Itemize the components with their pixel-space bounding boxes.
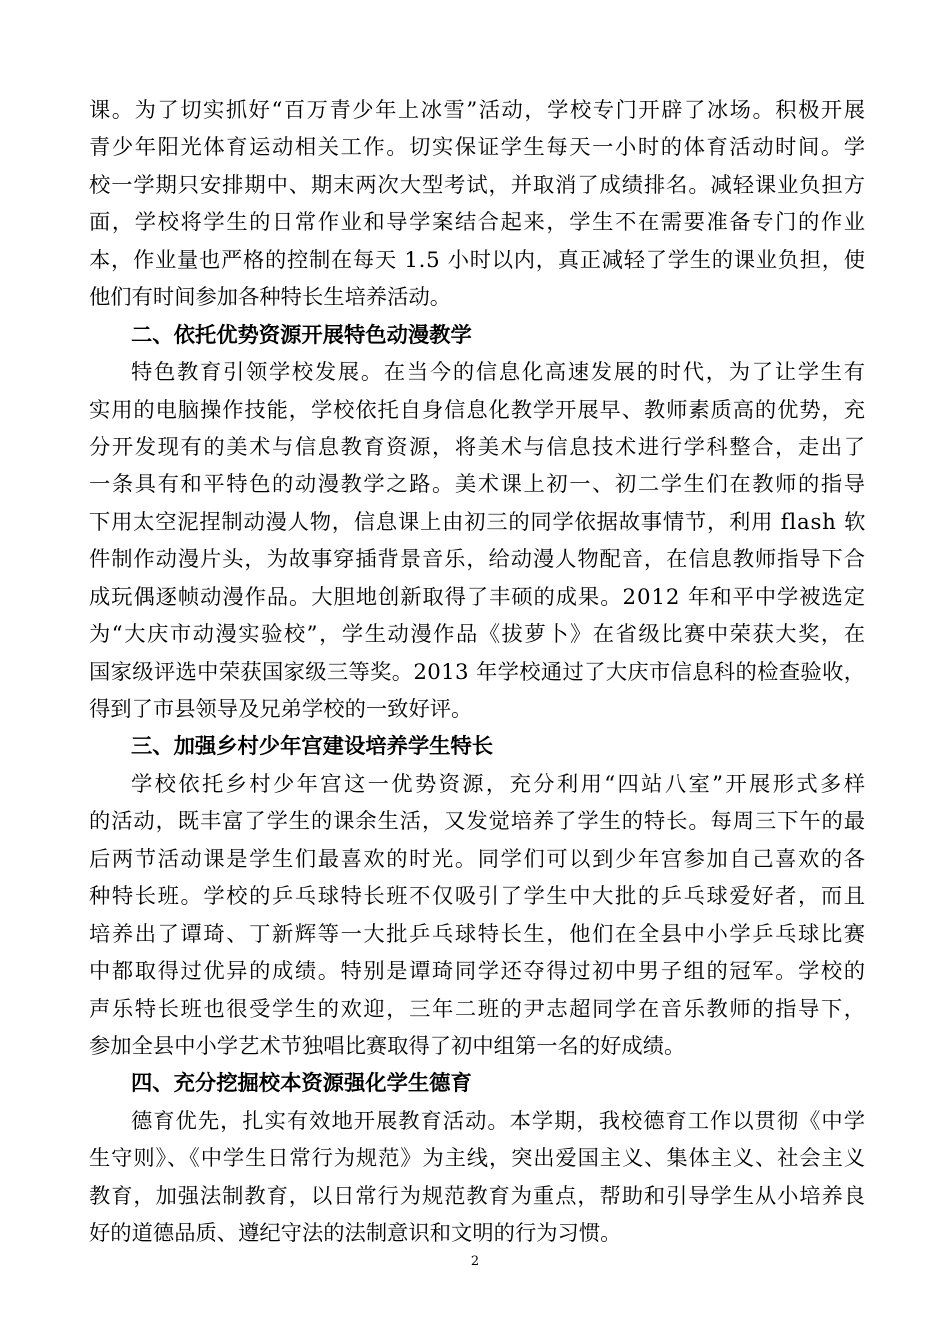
text-line: 好的道德品质、遵纪守法的法制意识和文明的行为习惯。 (89, 1221, 622, 1247)
text-line: 声乐特长班也很受学生的欢迎，三年二班的尹志超同学在音乐教师的指导下， (89, 996, 867, 1022)
text-line: 特色教育引领学校发展。在当今的信息化高速发展的时代，为了让学生有 (131, 360, 867, 386)
text-line: 国家级评选中荣获国家级三等奖。2013 年学校通过了大庆市信息科的检查验收， (89, 659, 866, 685)
text-line: 校一学期只安排期中、期末两次大型考试，并取消了成绩排名。减轻课业负担方 (89, 172, 866, 198)
text-line: 下用太空泥捏制动漫人物，信息课上由初三的同学依据故事情节，利用 flash 软 (89, 509, 867, 535)
page-number: 2 (470, 1254, 480, 1269)
text-line: 学校依托乡村少年宫这一优势资源，充分利用“四站八室”开展形式多样 (131, 771, 868, 797)
section-heading: 四、充分挖掘校本资源强化学生德育 (131, 1071, 472, 1097)
text-line: 生守则》、《中学生日常行为规范》为主线，突出爱国主义、集体主义、社会主义 (89, 1146, 866, 1172)
text-line: 德育优先，扎实有效地开展教育活动。本学期，我校德育工作以贯彻《中学 (131, 1108, 866, 1134)
body-paragraph (89, 766, 868, 1066)
text-line: 件制作动漫片头，为故事穿插背景音乐，给动漫人物配音，在信息教师指导下合 (89, 547, 866, 573)
document-body (89, 92, 868, 1253)
body-paragraph (89, 354, 865, 728)
text-line: 课。为了切实抓好“百万青少年上冰雪”活动，学校专门开辟了冰场。积极开展 (89, 98, 867, 123)
body-paragraph (89, 92, 865, 317)
section-heading: 二、依托优势资源开展特色动漫教学 (131, 322, 472, 348)
text-line: 青少年阳光体育运动相关工作。切实保证学生每天一小时的体育活动时间。学 (89, 135, 867, 161)
text-line: 他们有时间参加各种特长生培养活动。 (89, 285, 452, 311)
text-line: 后两节活动课是学生们最喜欢的时光。同学们可以到少年宫参加自己喜欢的各 (89, 846, 867, 872)
text-line: 种特长班。学校的乒乓球特长班不仅吸引了学生中大批的乒乓球爱好者，而且 (89, 884, 867, 910)
section-heading: 三、加强乡村少年宫建设培养学生特长 (131, 734, 494, 760)
text-line: 成玩偶逐帧动漫作品。大胆地创新取得了丰硕的成果。2012 年和平中学被选定 (89, 584, 866, 610)
text-line: 的活动，既丰富了学生的课余生活，又发觉培养了学生的特长。每周三下午的最 (89, 809, 866, 835)
text-line: 本，作业量也严格的控制在每天 1.5 小时以内，真正减轻了学生的课业负担，使 (89, 247, 866, 273)
text-line: 教育，加强法制教育，以日常行为规范教育为重点，帮助和引导学生从小培养良 (89, 1183, 866, 1209)
text-line: 实用的电脑操作技能，学校依托自身信息化教学开展早、教师素质高的优势，充 (89, 397, 866, 423)
text-line: 面，学校将学生的日常作业和导学案结合起来，学生不在需要准备专门的作业 (89, 210, 867, 236)
text-line: 为“大庆市动漫实验校”，学生动漫作品《拔萝卜》在省级比赛中荣获大奖，在 (89, 622, 867, 648)
text-line: 参加全县中小学艺术节独唱比赛取得了初中组第一名的好成绩。 (89, 1033, 686, 1059)
text-line: 培养出了谭琦、丁新辉等一大批乒乓球特长生，他们在全县中小学乒乓球比赛 (89, 921, 867, 947)
text-line: 分开发现有的美术与信息教育资源，将美术与信息技术进行学科整合，走出了 (89, 434, 867, 460)
text-line: 得到了市县领导及兄弟学校的一致好评。 (89, 697, 473, 722)
body-paragraph (89, 1103, 865, 1253)
text-line: 中都取得过优异的成绩。特别是谭琦同学还夺得过初中男子组的冠军。学校的 (89, 959, 867, 985)
text-line: 一条具有和平特色的动漫教学之路。美术课上初一、初二学生们在教师的指导 (89, 472, 867, 498)
